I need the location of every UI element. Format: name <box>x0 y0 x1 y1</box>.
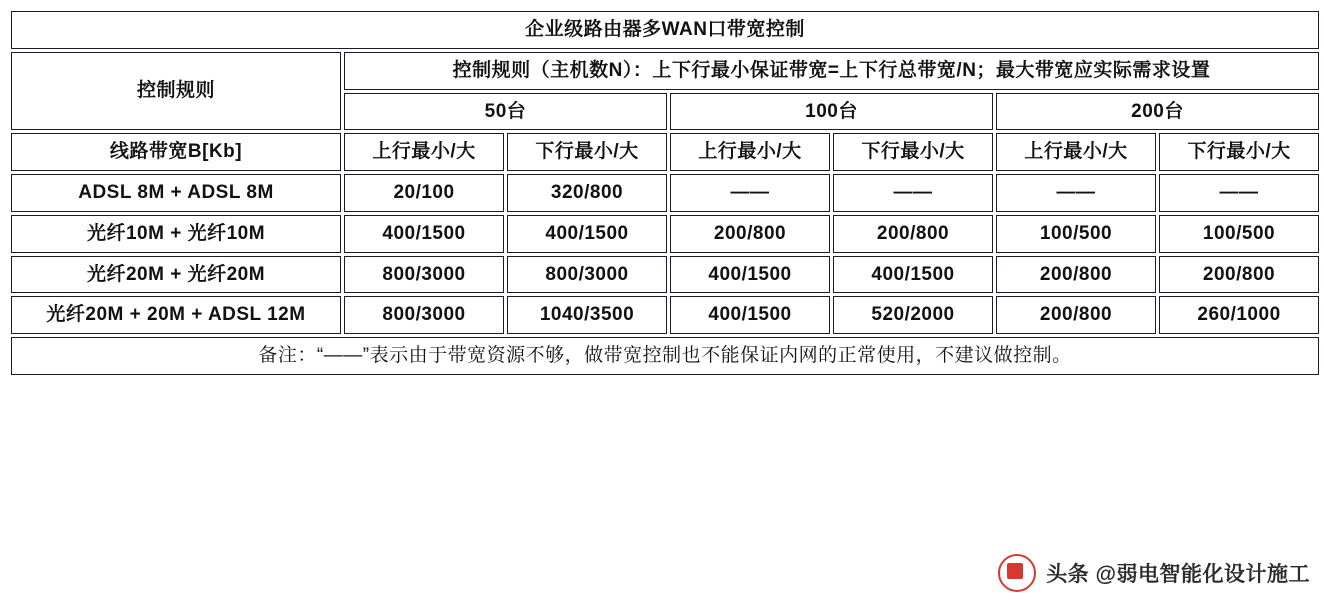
page-title: 企业级路由器多WAN口带宽控制 <box>11 11 1319 49</box>
bandwidth-control-table <box>8 8 1322 378</box>
rule-label: 控制规则 <box>11 52 341 131</box>
cell-value: 800/3000 <box>507 256 667 294</box>
cell-value: 260/1000 <box>1159 296 1319 334</box>
row-label-header: 线路带宽B[Kb] <box>11 133 341 171</box>
cell-value: —— <box>996 174 1156 212</box>
cell-value: 200/800 <box>996 296 1156 334</box>
cell-value: 800/3000 <box>344 296 504 334</box>
row-label: 光纤10M + 光纤10M <box>11 215 341 253</box>
cell-value: 400/1500 <box>670 256 830 294</box>
cell-value: 100/500 <box>1159 215 1319 253</box>
rule-description: 控制规则（主机数N）：上下行最小保证带宽=上下行总带宽/N；最大带宽应实际需求设置 <box>344 52 1319 90</box>
table-row <box>11 256 1319 294</box>
cell-value: 100/500 <box>996 215 1156 253</box>
cell-value: 800/3000 <box>344 256 504 294</box>
cell-value: 400/1500 <box>670 296 830 334</box>
column-header-6: 下行最小/大 <box>1159 133 1319 171</box>
cell-value: 200/800 <box>670 215 830 253</box>
rule-row <box>11 52 1319 90</box>
table-row <box>11 296 1319 334</box>
watermark-text: 头条 @弱电智能化设计施工 <box>1046 563 1310 586</box>
table-row <box>11 174 1319 212</box>
group-header-100: 100台 <box>670 93 993 131</box>
row-label: 光纤20M + 光纤20M <box>11 256 341 294</box>
column-header-5: 上行最小/大 <box>996 133 1156 171</box>
table-note: 备注：“——”表示由于带宽资源不够，做带宽控制也不能保证内网的正常使用，不建议做控制。 <box>11 337 1319 375</box>
column-header-2: 下行最小/大 <box>507 133 667 171</box>
cell-value: 20/100 <box>344 174 504 212</box>
column-header-1: 上行最小/大 <box>344 133 504 171</box>
cell-value: 200/800 <box>1159 256 1319 294</box>
cell-value: 200/800 <box>996 256 1156 294</box>
cell-value: 400/1500 <box>344 215 504 253</box>
cell-value: 400/1500 <box>833 256 993 294</box>
group-header-200: 200台 <box>996 93 1319 131</box>
column-header-3: 上行最小/大 <box>670 133 830 171</box>
cell-value: 320/800 <box>507 174 667 212</box>
cell-value: 400/1500 <box>507 215 667 253</box>
group-header-50: 50台 <box>344 93 667 131</box>
cell-value: 520/2000 <box>833 296 993 334</box>
row-label: ADSL 8M + ADSL 8M <box>11 174 341 212</box>
cell-value: 200/800 <box>833 215 993 253</box>
table-title-row <box>11 11 1319 49</box>
table-row <box>11 215 1319 253</box>
column-header-row <box>11 133 1319 171</box>
note-row <box>11 337 1319 375</box>
cell-value: —— <box>1159 174 1319 212</box>
cell-value: —— <box>670 174 830 212</box>
row-label: 光纤20M + 20M + ADSL 12M <box>11 296 341 334</box>
column-header-4: 下行最小/大 <box>833 133 993 171</box>
cell-value: —— <box>833 174 993 212</box>
cell-value: 1040/3500 <box>507 296 667 334</box>
